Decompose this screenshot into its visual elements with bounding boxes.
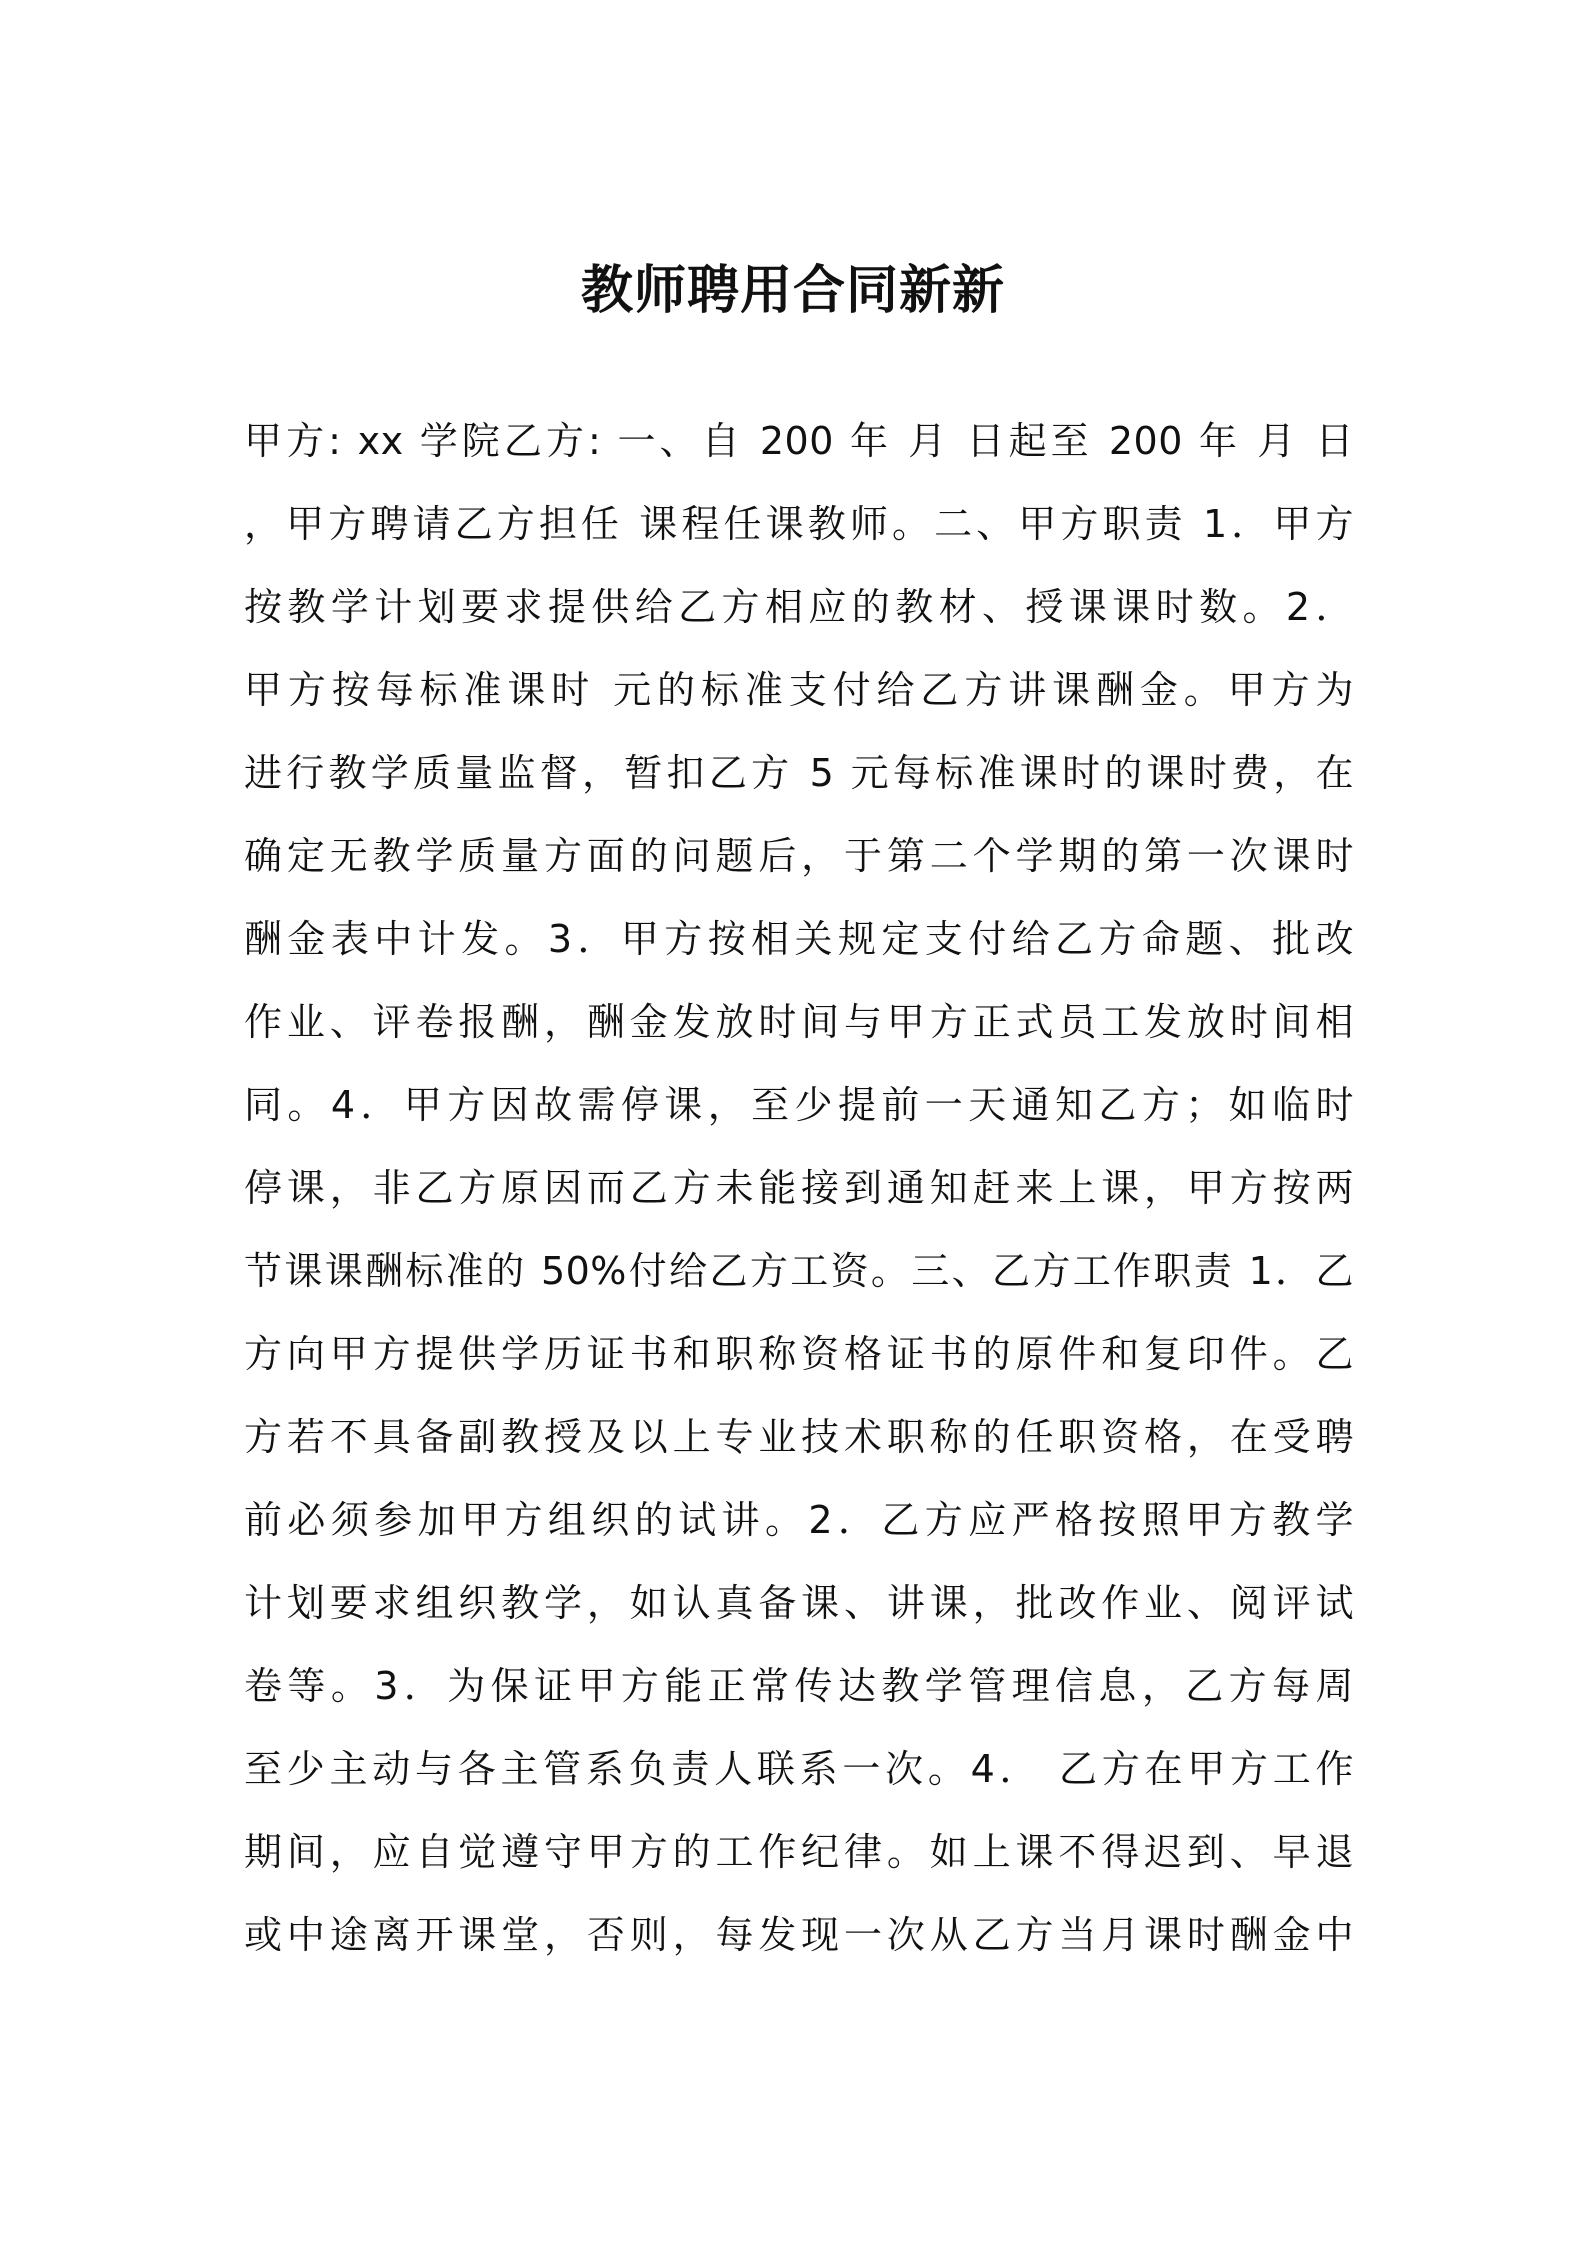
body-line: 甲方按每标准课时 元的标准支付给乙方讲课酬金。甲方为 xyxy=(244,668,1354,712)
body-line: 计划要求组织教学，如认真备课、讲课，批改作业、阅评试 xyxy=(244,1581,1354,1625)
body-line: 进行教学质量监督，暂扣乙方 5 元每标准课时的课时费，在 xyxy=(244,751,1354,795)
body-line: 至少主动与各主管系负责人联系一次。4． 乙方在甲方工作 xyxy=(244,1747,1354,1791)
body-line: 期间，应自觉遵守甲方的工作纪律。如上课不得迟到、早退 xyxy=(244,1830,1354,1874)
body-line: 节课课酬标准的 50%付给乙方工资。三、乙方工作职责 1．乙 xyxy=(244,1249,1354,1293)
body-line: 作业、评卷报酬，酬金发放时间与甲方正式员工发放时间相 xyxy=(244,1000,1354,1044)
body-line: ，甲方聘请乙方担任 课程任课教师。二、甲方职责 1．甲方 xyxy=(244,502,1354,546)
body-line: 卷等。3．为保证甲方能正常传达教学管理信息，乙方每周 xyxy=(244,1664,1354,1708)
body-line: 或中途离开课堂，否则，每发现一次从乙方当月课时酬金中 xyxy=(244,1913,1354,1957)
body-line: 同。4．甲方因故需停课，至少提前一天通知乙方；如临时 xyxy=(244,1083,1354,1127)
document-title: 教师聘用合同新新 xyxy=(580,261,1005,321)
body-line: 甲方: xx 学院乙方: 一、自 200 年 月 日起至 200 年 月 日 xyxy=(244,419,1354,463)
document-body xyxy=(244,400,1354,1977)
body-line: 确定无教学质量方面的问题后，于第二个学期的第一次课时 xyxy=(244,834,1354,878)
body-line: 酬金表中计发。3．甲方按相关规定支付给乙方命题、批改 xyxy=(244,917,1354,961)
body-line: 方若不具备副教授及以上专业技术职称的任职资格，在受聘 xyxy=(244,1415,1354,1459)
body-line: 停课，非乙方原因而乙方未能接到通知赶来上课，甲方按两 xyxy=(244,1166,1354,1210)
body-line: 方向甲方提供学历证书和职称资格证书的原件和复印件。乙 xyxy=(244,1332,1354,1376)
body-line: 按教学计划要求提供给乙方相应的教材、授课课时数。2． xyxy=(244,585,1354,629)
body-line: 前必须参加甲方组织的试讲。2．乙方应严格按照甲方教学 xyxy=(244,1498,1354,1542)
